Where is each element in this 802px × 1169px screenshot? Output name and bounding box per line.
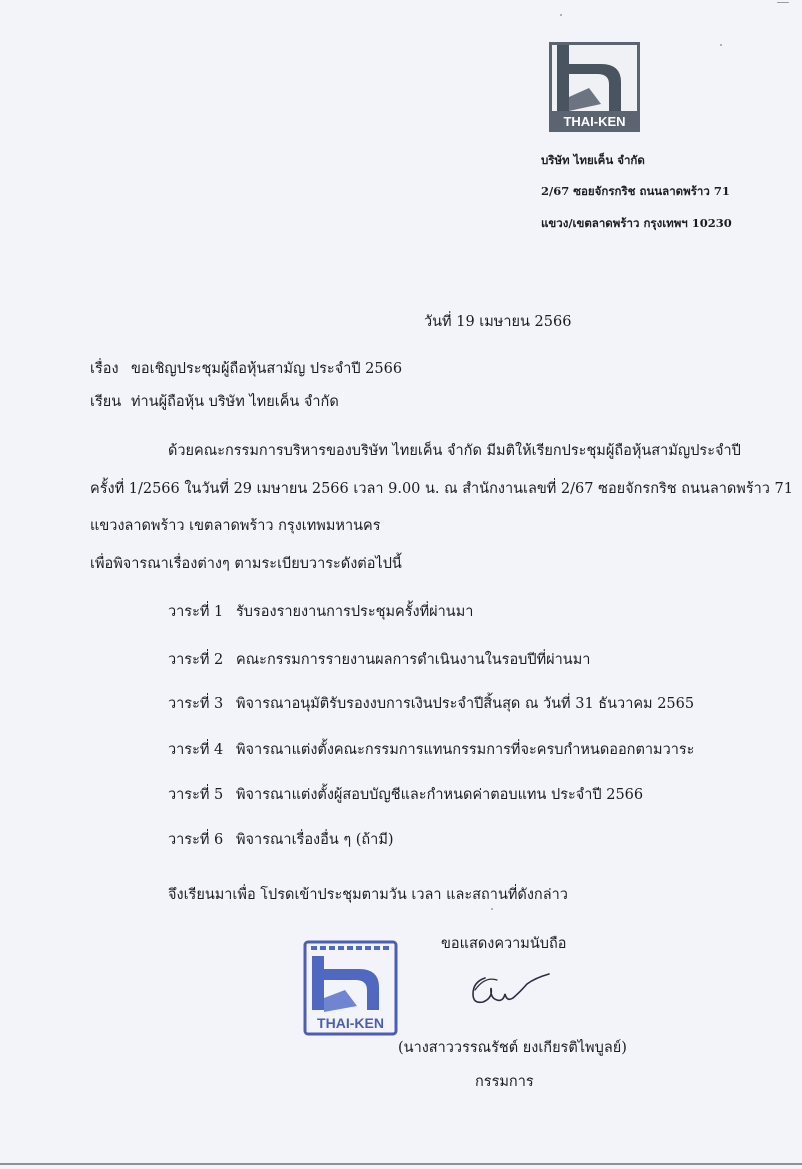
agenda-number: วาระที่ 3 [168, 696, 224, 712]
agenda-number: วาระที่ 5 [168, 787, 224, 803]
recipient-text: ท่านผู้ถือหุ้น บริษัท ไทยเค็น จำกัด [131, 394, 339, 410]
company-name: บริษัท ไทยเค็น จำกัด [541, 153, 645, 167]
company-seal-stamp [303, 940, 398, 1036]
subject-text: ขอเชิญประชุมผู้ถือหุ้นสามัญ ประจำปี 2566 [131, 361, 403, 377]
scan-speck [777, 2, 789, 3]
company-address-line2: แขวง/เขตลาดพร้าว กรุงเทพฯ 10230 [541, 216, 732, 230]
agenda-number: วาระที่ 2 [168, 652, 224, 668]
scan-speck [560, 14, 562, 16]
agenda-number: วาระที่ 1 [168, 604, 224, 620]
company-logo [549, 42, 640, 132]
scan-speck [491, 908, 493, 910]
agenda-number: วาระที่ 6 [168, 832, 224, 848]
body-line-1: ด้วยคณะกรรมการบริหารของบริษัท ไทยเค็น จำกัด มีมติให้เรียกประชุมผู้ถือหุ้นสามัญประจำปี [168, 443, 741, 459]
company-address-line1: 2/67 ซอยจักรกริช ถนนลาดพร้าว 71 [541, 184, 730, 198]
body-line-3: แขวงลาดพร้าว เขตลาดพร้าว กรุงเทพมหานคร [90, 518, 381, 534]
body-line-4: เพื่อพิจารณาเรื่องต่างๆ ตามระเบียบวาระดังต่อไปนี้ [90, 556, 402, 572]
scan-edge-line [0, 1163, 802, 1165]
stamp-text: THAI-KEN [317, 1015, 384, 1031]
body-line-2: ครั้งที่ 1/2566 ในวันที่ 29 เมษายน 2566 เวลา 9.00 น. ณ สำนักงานเลขที่ 2/67 ซอยจักรกริช ถนนลาดพร้าว 71 [90, 481, 793, 497]
regards-line: ขอแสดงความนับถือ [441, 936, 567, 952]
agenda-text: คณะกรรมการรายงานผลการดำเนินงานในรอบปีที่ผ่านมา [236, 652, 591, 668]
signatory-name: (นางสาววรรณรัชต์ ยงเกียรติไพบูลย์) [398, 1040, 627, 1056]
closing-line: จึงเรียนมาเพื่อ โปรดเข้าประชุมตามวัน เวลา และสถานที่ดังกล่าว [168, 887, 568, 903]
letter-date: วันที่ 19 เมษายน 2566 [424, 314, 572, 330]
agenda-text: พิจารณาอนุมัติรับรองงบการเงินประจำปีสิ้นสุด ณ วันที่ 31 ธันวาคม 2565 [236, 696, 695, 712]
logo-text: THAI-KEN [563, 114, 626, 129]
agenda-text: พิจารณาเรื่องอื่น ๆ (ถ้ามี) [236, 832, 394, 848]
recipient-label: เรียน [90, 394, 122, 410]
scan-speck [720, 44, 722, 46]
agenda-number: วาระที่ 4 [168, 742, 224, 758]
agenda-text: รับรองรายงานการประชุมครั้งที่ผ่านมา [236, 604, 474, 620]
signatory-position: กรรมการ [475, 1074, 534, 1090]
agenda-text: พิจารณาแต่งตั้งคณะกรรมการแทนกรรมการที่จะครบกำหนดออกตามวาระ [236, 742, 695, 758]
agenda-text: พิจารณาแต่งตั้งผู้สอบบัญชีและกำหนดค่าตอบแทน ประจำปี 2566 [236, 787, 644, 803]
subject-label: เรื่อง [90, 361, 119, 377]
signature [465, 968, 555, 1016]
